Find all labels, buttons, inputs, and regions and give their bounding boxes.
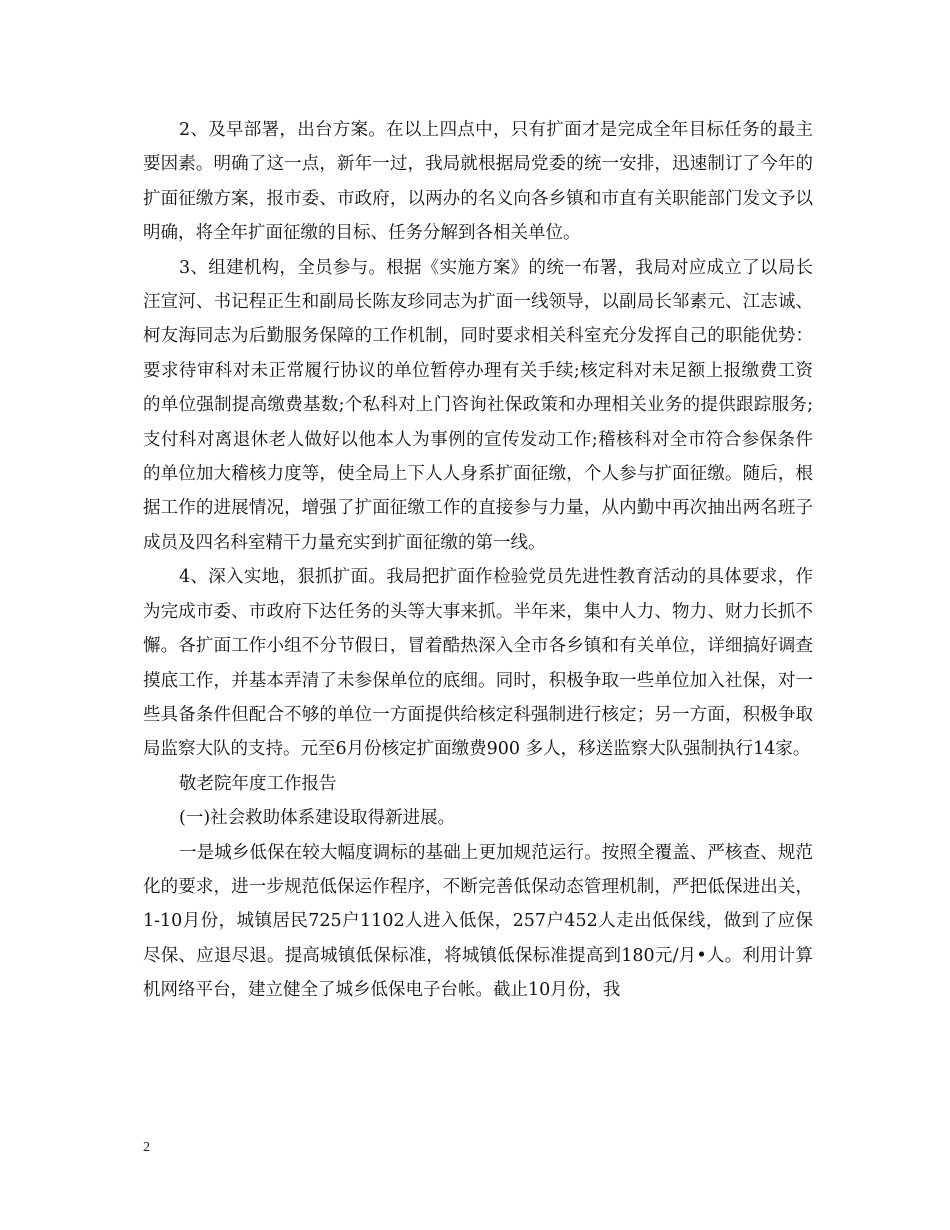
paragraph-minimum-living: 一是城乡低保在较大幅度调标的基础上更加规范运行。按照全覆盖、严核查、规范化的要求，进一步规范低保运作程序，不断完善低保动态管理机制，严把低保进出关，1-10月份，城镇居民725户1102人进入低保，257户452人走出低保线，做到了应保尽保、应退尽退。提高城镇低保标准，将城镇低保标准提高到180元/月•人。利用计算机网络平台，建立健全了城乡低保电子台帐。截止10月份，我 [143, 842, 813, 1001]
paragraph-deploy-plan: 2、及早部署，出台方案。在以上四点中，只有扩面才是完成全年目标任务的最主要因素。明确了这一点，新年一过，我局就根据局党委的统一安排，迅速制订了今年的扩面征缴方案，报市委、市政府，以两办的名义向各乡镇和市直有关职能部门发文予以明确，将全年扩面征缴的目标、任务分解到各相关单位。 [143, 120, 813, 244]
page-number: 2 [143, 1140, 150, 1155]
subheading-social-assistance: (一)社会救助体系建设取得新进展。 [179, 808, 456, 829]
section-heading-report: 敬老院年度工作报告 [179, 773, 337, 794]
body-text [143, 113, 813, 1008]
paragraph-organization: 3、组建机构，全员参与。根据《实施方案》的统一布署，我局对应成立了以局长汪宣河、书记程正生和副局长陈友珍同志为扩面一线领导，以副局长邹素元、江志诚、柯友海同志为后勤服务保障的工作机制，同时要求相关科室充分发挥自己的职能优势：要求待审科对未正常履行协议的单位暂停办理有关手续;核定科对未足额上报缴费工资的单位强制提高缴费基数;个私科对上门咨询社保政策和办理相关业务的提供跟踪服务;支付科对离退休老人做好以他本人为事例的宣传发动工作;稽核科对全市符合参保条件的单位加大稽核力度等，使全局上下人人身系扩面征缴，个人参与扩面征缴。随后，根据工作的进展情况，增强了扩面征缴工作的直接参与力量，从内勤中再次抽出两名班子成员及四名科室精干力量充实到扩面征缴的第一线。 [143, 257, 813, 553]
paragraph-field-work: 4、深入实地，狠抓扩面。我局把扩面作检验党员先进性教育活动的具体要求，作为完成市委、市政府下达任务的头等大事来抓。半年来，集中人力、物力、财力长抓不懈。各扩面工作小组不分节假日，冒着酷热深入全市各乡镇和有关单位，详细搞好调查摸底工作，并基本弄清了未参保单位的底细。同时，积极争取一些单位加入社保，对一些具备条件但配合不够的单位一方面提供给核定科强制进行核定；另一方面，积极争取局监察大队的支持。元至6月份核定扩面缴费900 多人，移送监察大队强制执行14家。 [143, 567, 813, 760]
